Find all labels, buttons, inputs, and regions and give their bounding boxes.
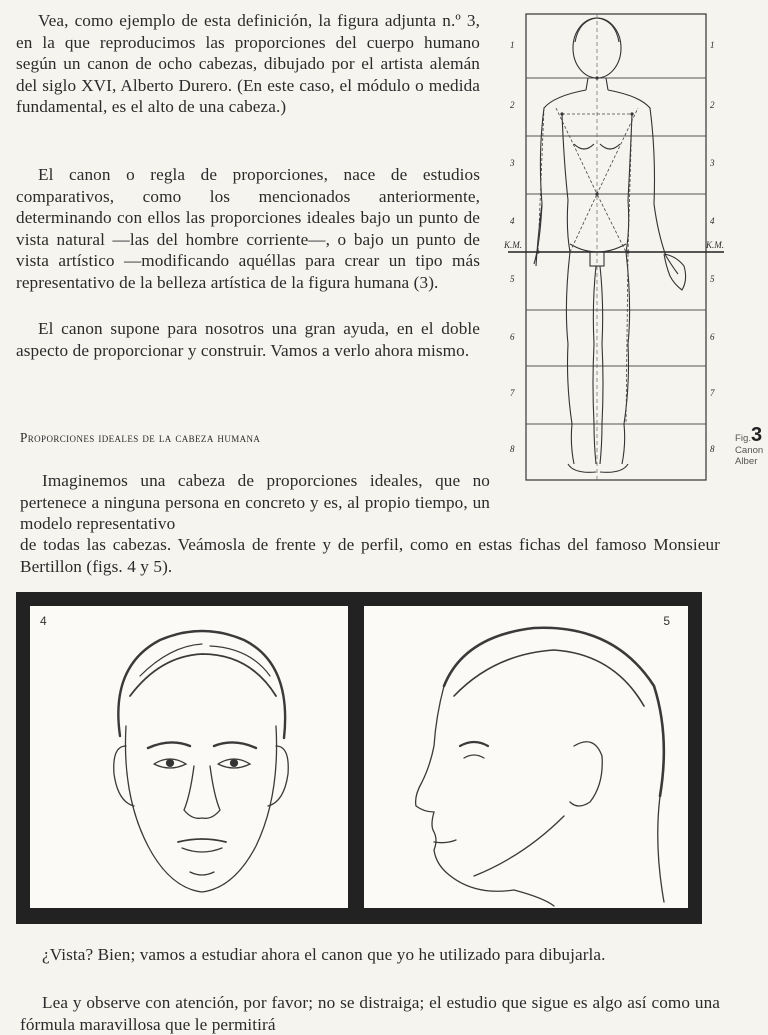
paragraph-ideal-head: Imaginemos una cabeza de proporciones ideales, que no pertenece a ninguna persona en concreto y es, al propio tiempo, un modelo representativo xyxy=(20,471,490,534)
canon-number-left-3: 3 xyxy=(510,158,515,168)
canon-number-left-1: 1 xyxy=(510,40,515,50)
canon-number-right-7: 7 xyxy=(710,388,715,398)
canon-number-right-4: 4 xyxy=(710,216,715,226)
canon-number-left-4: 4 xyxy=(510,216,515,226)
front-head-drawing xyxy=(30,606,348,908)
figure-3-caption xyxy=(735,424,768,468)
canon-number-right-1: 1 xyxy=(710,40,715,50)
paragraph-vista: ¿Vista? Bien; vamos a estudiar ahora el canon que yo he utilizado para dibujarla. xyxy=(42,945,606,964)
profile-head-drawing xyxy=(364,606,688,908)
canon-number-left-7: 7 xyxy=(510,388,515,398)
figures-4-5-frame xyxy=(16,592,702,924)
canon-number-right-3: 3 xyxy=(710,158,715,168)
paragraph-canon-definition: El canon o regla de proporciones, nace de estudios comparativos, como los mencionados anteriormente, determinando con ellos las proporciones ideales bajo un punto de vista natural —las del hombre corriente—, o bajo un punto de vista artístico —modificando aquéllas para crear un tipo más representativo de la belleza artística de la figura humana (3). xyxy=(16,165,480,292)
canon-label-left-km: K.M. xyxy=(504,240,522,250)
canon-label-right-km: K.M. xyxy=(706,240,724,250)
canon-number-left-5: 5 xyxy=(510,274,515,284)
caption-line-2: Alber xyxy=(735,456,758,467)
canon-number-right-5: 5 xyxy=(710,274,715,284)
canon-number-right-2: 2 xyxy=(710,100,715,110)
paragraph-lea: Lea y observe con atención, por favor; no se distraiga; el estudio que sigue es algo así como una fórmula maravillosa que le permitirá xyxy=(20,993,720,1034)
canon-number-left-2: 2 xyxy=(510,100,515,110)
figure-5-profile-head xyxy=(364,606,688,908)
figure-3-canon-durero xyxy=(504,4,726,482)
paragraph-ideal-head-continued: de todas las cabezas. Veámosla de frente y de perfil, como en estas fichas del famoso Monsieur Bertillon (figs. 4 y 5). xyxy=(20,535,720,576)
paragraph-canon-example: Vea, como ejemplo de esta definición, la figura adjunta n.º 3, en la que reproducimos las proporciones del cuerpo humano según un canon de ocho cabezas, dibujado por el artista alemán del siglo XVI, Alberto Durero. (En este caso, el módulo o medida fundamental, es el alto de una cabeza.) xyxy=(16,11,480,117)
canon-number-left-8: 8 xyxy=(510,444,515,454)
caption-prefix: Fig. xyxy=(735,433,751,444)
canon-figure-drawing xyxy=(504,4,726,482)
caption-number: 3 xyxy=(751,424,763,446)
paragraph-canon-help: El canon supone para nosotros una gran ayuda, en el doble aspecto de proporcionar y construir. Vamos a verlo ahora mismo. xyxy=(16,319,480,360)
canon-number-left-6: 6 xyxy=(510,332,515,342)
canon-number-right-6: 6 xyxy=(710,332,715,342)
section-heading: Proporciones ideales de la cabeza humana xyxy=(20,430,261,445)
canon-number-right-8: 8 xyxy=(710,444,715,454)
figure-4-number: 4 xyxy=(40,614,47,628)
figure-4-front-head xyxy=(30,606,348,908)
caption-line-1: Canon xyxy=(735,444,764,456)
figure-5-number: 5 xyxy=(663,614,670,628)
